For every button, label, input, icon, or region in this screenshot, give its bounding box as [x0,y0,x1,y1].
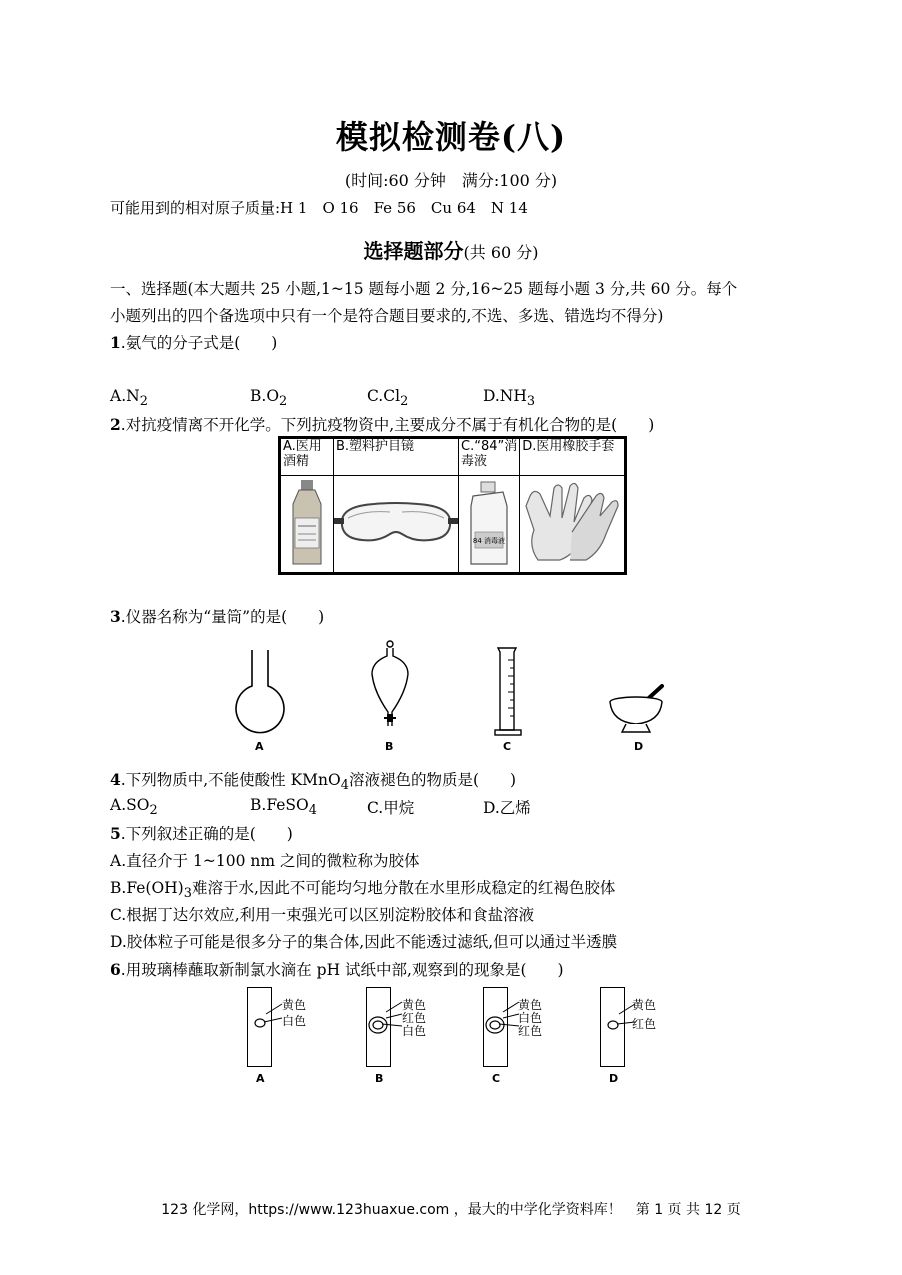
q1-option-b: $B.O_2$ [250,387,288,410]
instructions-line-1: 一、选择题(本大题共 25 小题,1~15 题每小题 2 分,16~25 题每小题 3 分,共 60 分。每个 [110,280,738,298]
instructions-line-2: 小题列出的四个备选项中只有一个是符合题目要求的,不选、多选、错选均不得分) [110,307,664,325]
strip-c-outer-label: 黄色 [518,998,543,1012]
section-heading [0,235,902,264]
question-number: 3 [110,607,121,626]
instrument-label-d: D [634,740,644,753]
strip-b-label: B [375,1072,384,1085]
strip-d-outer-label: 黄色 [632,998,657,1012]
question-number: 4 [110,770,121,789]
mortar-pestle-icon [606,682,668,736]
q2-image-d [520,476,626,574]
q2-cell-b: B.塑料护目镜 [334,438,459,476]
question-2-stem [110,413,654,435]
strip-a-label: A [256,1072,265,1085]
exam-subtitle: (时间:60 分钟 满分:100 分) [344,171,558,190]
q4-option-d: D.乙烯 [483,799,531,817]
section-title: 选择题部分 [363,239,464,263]
page-footer: 123 化学网，https://www.123huaxue.com ，最大的中学化学资料库！ 第 1 页 共 12 页 [161,1202,741,1218]
strip-a-outer-label: 黄色 [282,998,307,1012]
question-text: .下列叙述正确的是( ) [120,825,293,843]
instrument-label-c: C [503,740,512,753]
strip-b-inner-label: 白色 [402,1024,427,1038]
question-number: 2 [110,415,121,434]
q4-option-c: C.甲烷 [367,799,415,817]
strip-c-label: C [492,1072,501,1085]
question-4-stem: 4.下列物质中,不能使酸性 KMnO$_4$溶液褪色的物质是( ) [110,770,517,794]
question-number: 5 [110,824,121,843]
q5-option-b: $B.Fe(OH)_3$难溶于水,因此不可能均匀地分散在水里形成稳定的红褐色胶体 [110,879,616,902]
q2-cell-a: A.医用酒精 [280,438,334,476]
instrument-label-a: A [255,740,264,753]
section-points: (共 60 分) [463,243,539,262]
question-number: 6 [110,960,121,979]
rubber-gloves-icon [520,476,624,568]
strip-c-middle-label: 白色 [518,1011,543,1025]
q5-option-d: D.胶体粒子可能是很多分子的集合体,因此不能透过滤纸,但可以通过半透膜 [110,933,618,951]
pointer-lines-a [262,1000,284,1030]
strip-d-inner-label: 红色 [632,1017,657,1031]
strip-b-outer-label: 黄色 [402,998,427,1012]
disinfectant-bottle-icon [467,476,511,568]
strip-d-label: D [609,1072,619,1085]
question-text: .氨气的分子式是( ) [120,334,278,352]
question-3-stem [110,605,324,627]
q2-image-a [280,476,334,574]
question-text: .仪器名称为“量筒”的是( ) [120,608,325,626]
bottle-label: 84 消毒液 [473,537,506,545]
q5-option-c: C.根据丁达尔效应,利用一束强光可以区别淀粉胶体和食盐溶液 [110,906,535,924]
q1-option-d: $D.NH_3$ [483,387,536,410]
graduated-cylinder-icon [494,646,522,738]
strip-b-middle-label: 红色 [402,1011,427,1025]
question-6-stem [110,958,564,980]
goggles-icon [334,476,458,568]
pointer-lines-b [380,998,404,1030]
q1-option-c: $C.Cl_2$ [367,387,409,410]
q4-option-a: $A.SO_2$ [110,796,158,819]
exam-title: 模拟检测卷(八) [335,118,567,156]
question-text: .用玻璃棒蘸取新制氯水滴在 pH 试纸中部,观察到的现象是( ) [120,961,564,979]
question-5-stem [110,822,293,844]
atomic-masses: 可能用到的相对原子质量:H 1 O 16 Fe 56 Cu 64 N 14 [110,199,528,217]
q5-option-a: A.直径介于 1~100 nm 之间的微粒称为胶体 [110,852,420,870]
q1-option-a: $A.N_2$ [110,387,148,410]
q2-image-b [334,476,459,574]
q4-option-b: B.FeSO$_4$ [250,796,317,819]
question-text: .对抗疫情离不开化学。下列抗疫物资中,主要成分不属于有机化合物的是( ) [120,416,655,434]
strip-a-inner-label: 白色 [282,1014,307,1028]
q2-cell-c: C.“84”消毒液 [459,438,520,476]
alcohol-bottle-icon [281,476,333,568]
round-flask-icon [230,648,290,738]
q2-image-c [459,476,520,574]
question-1-stem [110,331,277,353]
q2-materials-table [278,436,627,575]
q2-cell-d: D.医用橡胶手套 [520,438,626,476]
separatory-funnel-icon [368,640,412,740]
instrument-label-b: B [385,740,394,753]
strip-c-inner-label: 红色 [518,1024,543,1038]
question-number: 1 [110,333,121,352]
